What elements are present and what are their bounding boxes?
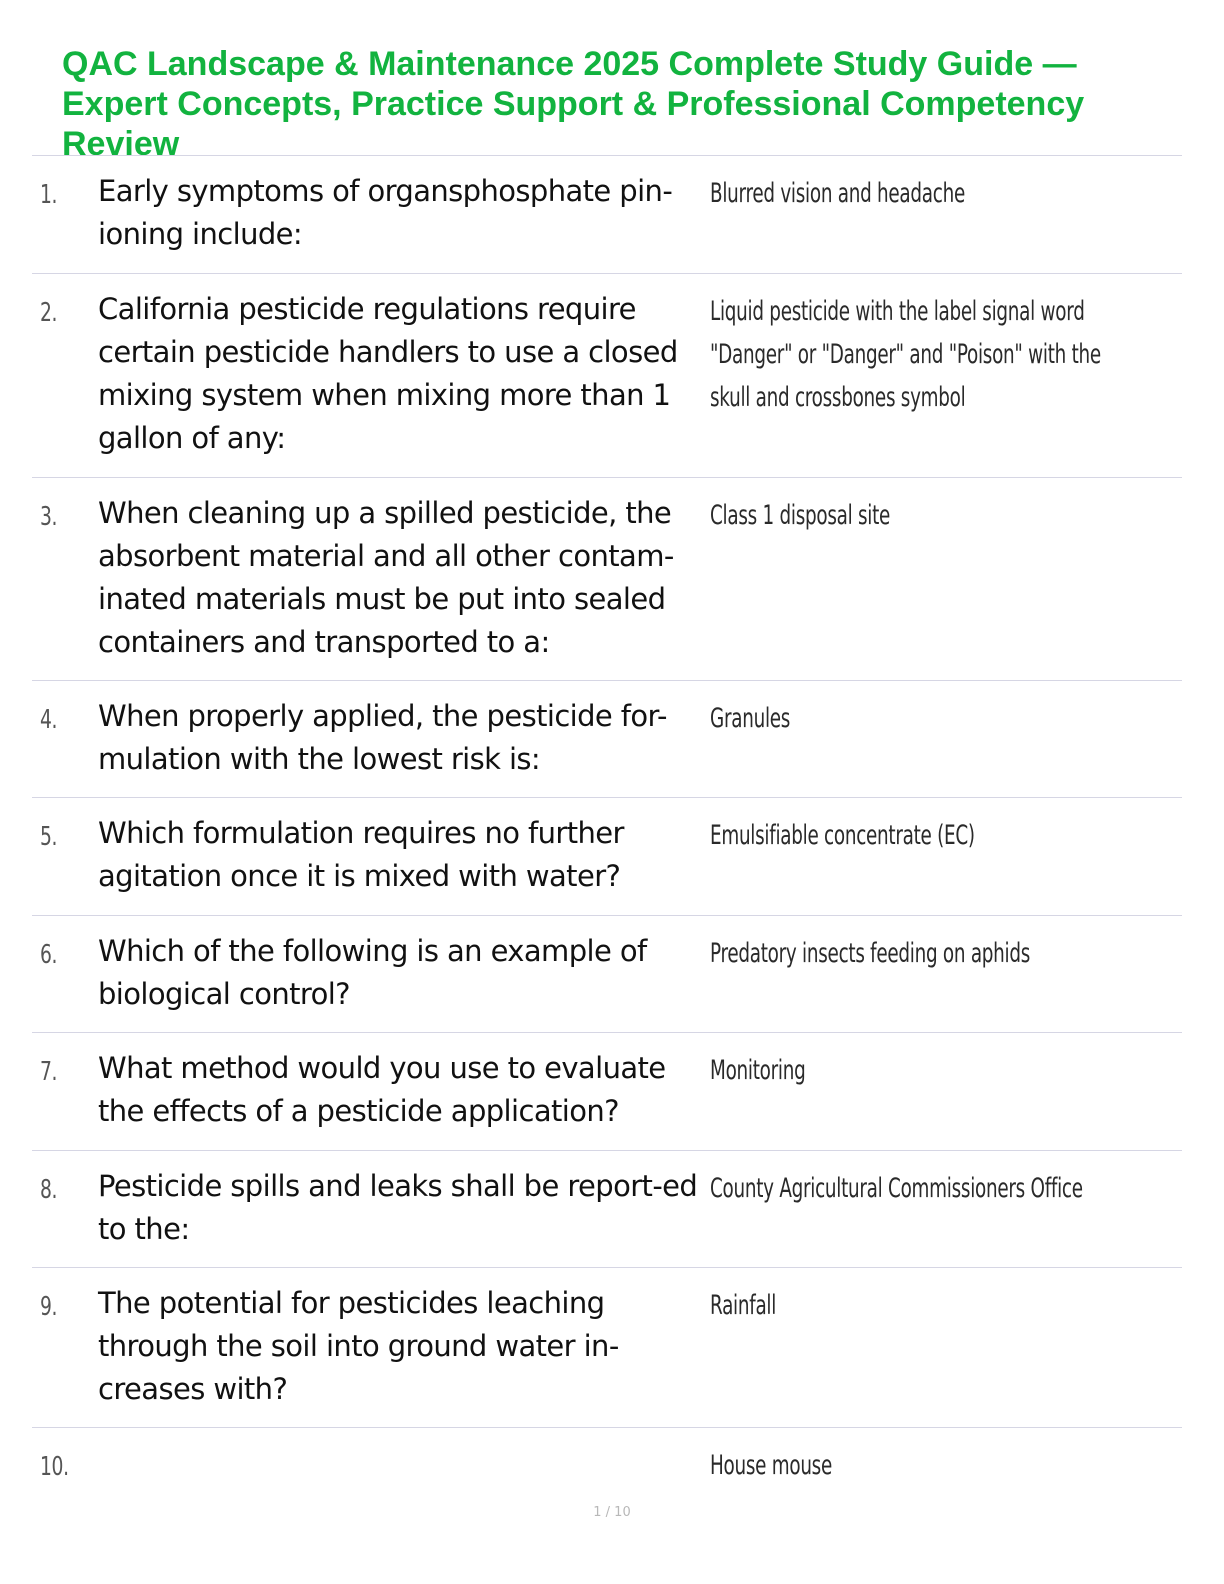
qa-item <box>32 798 1182 916</box>
qa-item <box>32 156 1182 274</box>
qa-item <box>32 681 1182 798</box>
answer-text: Class 1 disposal site <box>710 500 891 531</box>
question-text: Which formulation requires no further agitation once it is mixed with water? <box>98 816 624 893</box>
answer-text: Rainfall <box>710 1290 777 1321</box>
item-number: 2. <box>40 298 58 328</box>
question-text: When cleaning up a spilled pesticide, the absorbent material and all other contam-inated materials must be put into sealed containers and transported to a: <box>98 496 674 659</box>
question-text: Early symptoms of organsphosphate pin-ioning include: <box>98 174 673 251</box>
question-text: Pesticide spills and leaks shall be report-ed to the: <box>98 1169 698 1246</box>
item-number: 10. <box>40 1452 69 1482</box>
question-text: What method would you use to evaluate the effects of a pesticide application? <box>98 1051 666 1128</box>
qa-item <box>32 1428 1182 1508</box>
item-number: 6. <box>40 940 58 970</box>
qa-item <box>32 1151 1182 1268</box>
qa-item <box>32 916 1182 1033</box>
answer-text: Predatory insects feeding on aphids <box>710 938 1031 969</box>
item-number: 1. <box>40 180 58 210</box>
page-indicator: 1 / 10 <box>593 1505 631 1520</box>
item-number: 3. <box>40 502 58 532</box>
answer-text: County Agricultural Commissioners Office <box>710 1173 1083 1204</box>
qa-item <box>32 478 1182 681</box>
item-number: 4. <box>40 705 58 735</box>
question-text: Which of the following is an example of biological control? <box>98 934 647 1011</box>
qa-list <box>32 155 1182 1508</box>
answer-text: Granules <box>710 703 791 734</box>
qa-item <box>32 274 1182 478</box>
answer-text: Monitoring <box>710 1055 806 1086</box>
qa-item <box>32 1033 1182 1151</box>
question-text: California pesticide regulations require certain pesticide handlers to use a closed mixing system when mixing more than 1 gallon of any: <box>98 292 678 455</box>
item-number: 5. <box>40 822 58 852</box>
item-number: 9. <box>40 1292 58 1322</box>
answer-text: Liquid pesticide with the label signal word "Danger" or "Danger" and "Poison" with the skull and crossbones symbol <box>710 296 1101 413</box>
answer-text: Blurred vision and headache <box>710 178 965 209</box>
answer-text: Emulsifiable concentrate (EC) <box>710 820 975 851</box>
question-text: When properly applied, the pesticide for-mulation with the lowest risk is: <box>98 699 667 776</box>
question-text: The potential for pesticides leaching through the soil into ground water in-creases with? <box>98 1286 619 1406</box>
document-title: QAC Landscape & Maintenance 2025 Complete Study Guide — Expert Concepts, Practice Support & Professional Competency Review <box>62 45 1085 163</box>
item-number: 8. <box>40 1175 58 1205</box>
item-number: 7. <box>40 1057 58 1087</box>
answer-text: House mouse <box>710 1450 832 1481</box>
qa-item <box>32 1268 1182 1428</box>
